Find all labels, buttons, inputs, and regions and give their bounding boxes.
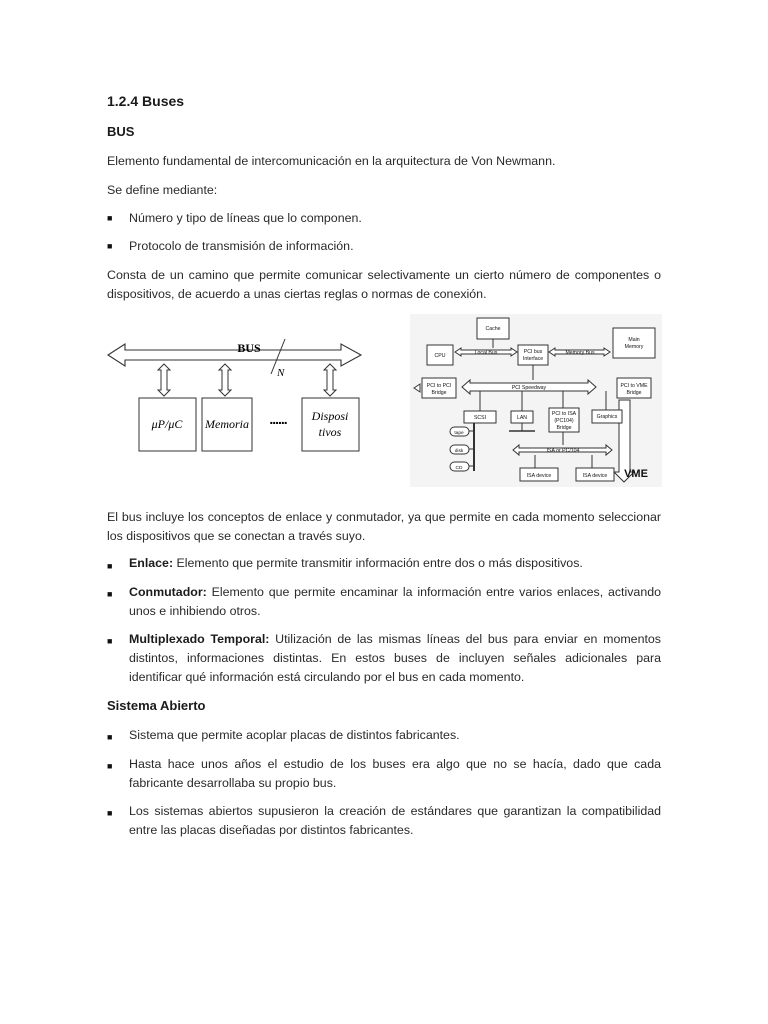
- sistema-abierto-title: Sistema Abierto: [107, 698, 206, 713]
- bullet-icon: ■: [107, 808, 113, 818]
- pci-vme-label-1: PCI to VME: [620, 383, 648, 389]
- lan-label: LAN: [516, 415, 528, 421]
- concept-term: Enlace:: [129, 556, 174, 570]
- concept-text: Elemento que permite transmitir información entre dos o más dispositivos.: [173, 556, 583, 570]
- main-memory-label-1: Main: [628, 337, 640, 343]
- cd-label: CD: [455, 466, 463, 471]
- section-title: 1.2.4 Buses: [107, 93, 185, 109]
- connector-arrow: [219, 364, 231, 396]
- connector-arrow: [324, 364, 336, 396]
- bullet-icon: ■: [107, 732, 113, 742]
- tape-label: tape: [454, 431, 464, 436]
- memory-bus-label: Memory Bus: [565, 350, 595, 356]
- pci-speedway-label: PCI Speedway: [511, 385, 547, 391]
- devices-label-2: tivos: [318, 425, 342, 439]
- cpu-label: CPU: [434, 353, 446, 359]
- ellipsis-dots: ......: [269, 411, 287, 427]
- bus-diagram: [105, 333, 367, 465]
- pci-vme-label-2: Bridge: [626, 390, 642, 396]
- pci-architecture-diagram: [410, 314, 662, 487]
- concept-item-multiplexado: [129, 630, 661, 687]
- vme-label: VME: [624, 468, 648, 480]
- main-memory-label-2: Memory: [624, 344, 644, 350]
- concept-text: Utilización de las mismas líneas del bus para enviar en momentos distintos, informaciones distintas. En estos buses de incluyen señales adicionales para identificar qué información está circulando por el bus en cada momento.: [129, 632, 661, 684]
- bus-label: BUS: [237, 341, 261, 355]
- devices-label-1: Disposi: [311, 409, 349, 423]
- define-item: Protocolo de transmisión de información.: [129, 239, 354, 253]
- bullet-icon: ■: [107, 213, 113, 223]
- intro-paragraph: Elemento fundamental de intercomunicación en la arquitectura de Von Newmann.: [107, 154, 556, 168]
- pci-bus-label-2: Interface: [522, 356, 544, 362]
- bullet-icon: ■: [107, 636, 113, 646]
- concept-term: Multiplexado Temporal:: [129, 632, 270, 646]
- sistema-item: Sistema que permite acoplar placas de distintos fabricantes.: [129, 728, 460, 742]
- connector-arrow: [158, 364, 170, 396]
- concepts-paragraph: El bus incluye los conceptos de enlace y conmutador, ya que permite en cada momento seleccionar los dispositivos que se conectan a través suyo.: [107, 510, 661, 543]
- pci-bus-interface-box: [518, 345, 548, 365]
- disk-label: disk: [454, 449, 464, 454]
- main-memory-box: [613, 328, 655, 358]
- concept-text: Elemento que permite encaminar la información entre varios enlaces, activando unos e inhibiendo otros.: [129, 585, 661, 618]
- pci-pci-label-1: PCI to PCI: [426, 383, 452, 389]
- pci-pci-label-2: Bridge: [431, 390, 447, 396]
- concept-item-conmutador: [129, 583, 661, 621]
- pci-isa-label-1: PCI to ISA: [551, 411, 577, 417]
- pci-bus-label-1: PCI bus: [523, 349, 543, 355]
- cpu-label: μP/μC: [151, 417, 183, 431]
- bullet-icon: ■: [107, 589, 113, 599]
- isa-device-2-label: ISA device: [582, 473, 608, 479]
- bus-width-label: N: [277, 367, 285, 379]
- consta-paragraph: Consta de un camino que permite comunicar selectivamente un cierto número de componentes o dispositivos, de acuerdo a unas ciertas reglas o normas de conexión.: [107, 268, 661, 301]
- scsi-label: SCSI: [473, 415, 487, 421]
- bullet-icon: ■: [107, 241, 113, 251]
- local-bus-label: Local Bus: [474, 350, 498, 356]
- pci-isa-label-2: (PC104): [554, 418, 574, 424]
- isa-device-1-label: ISA device: [526, 473, 552, 479]
- concept-term: Conmutador:: [129, 585, 207, 599]
- concept-item-enlace: [129, 554, 661, 573]
- cache-label: Cache: [485, 326, 501, 332]
- bullet-icon: ■: [107, 561, 113, 571]
- sistema-item: Hasta hace unos años el estudio de los buses era algo que no se hacía, dado que cada fabricante desarrollaba su propio bus.: [129, 757, 661, 790]
- sistema-item: Los sistemas abiertos supusieron la creación de estándares que garantizan la compatibilidad entre las placas diseñadas por distintos fabricantes.: [129, 804, 661, 837]
- bus-double-arrow: [108, 344, 361, 366]
- define-item: Número y tipo de líneas que lo componen.: [129, 211, 362, 225]
- memory-label: Memoria: [205, 417, 249, 431]
- graphics-label: Graphics: [596, 414, 618, 420]
- bullet-icon: ■: [107, 761, 113, 771]
- pci-isa-label-3: Bridge: [556, 425, 572, 431]
- isa-bus-label: ISA or PC/104: [546, 448, 580, 454]
- define-label: Se define mediante:: [107, 183, 218, 197]
- section-subtitle: BUS: [107, 124, 135, 139]
